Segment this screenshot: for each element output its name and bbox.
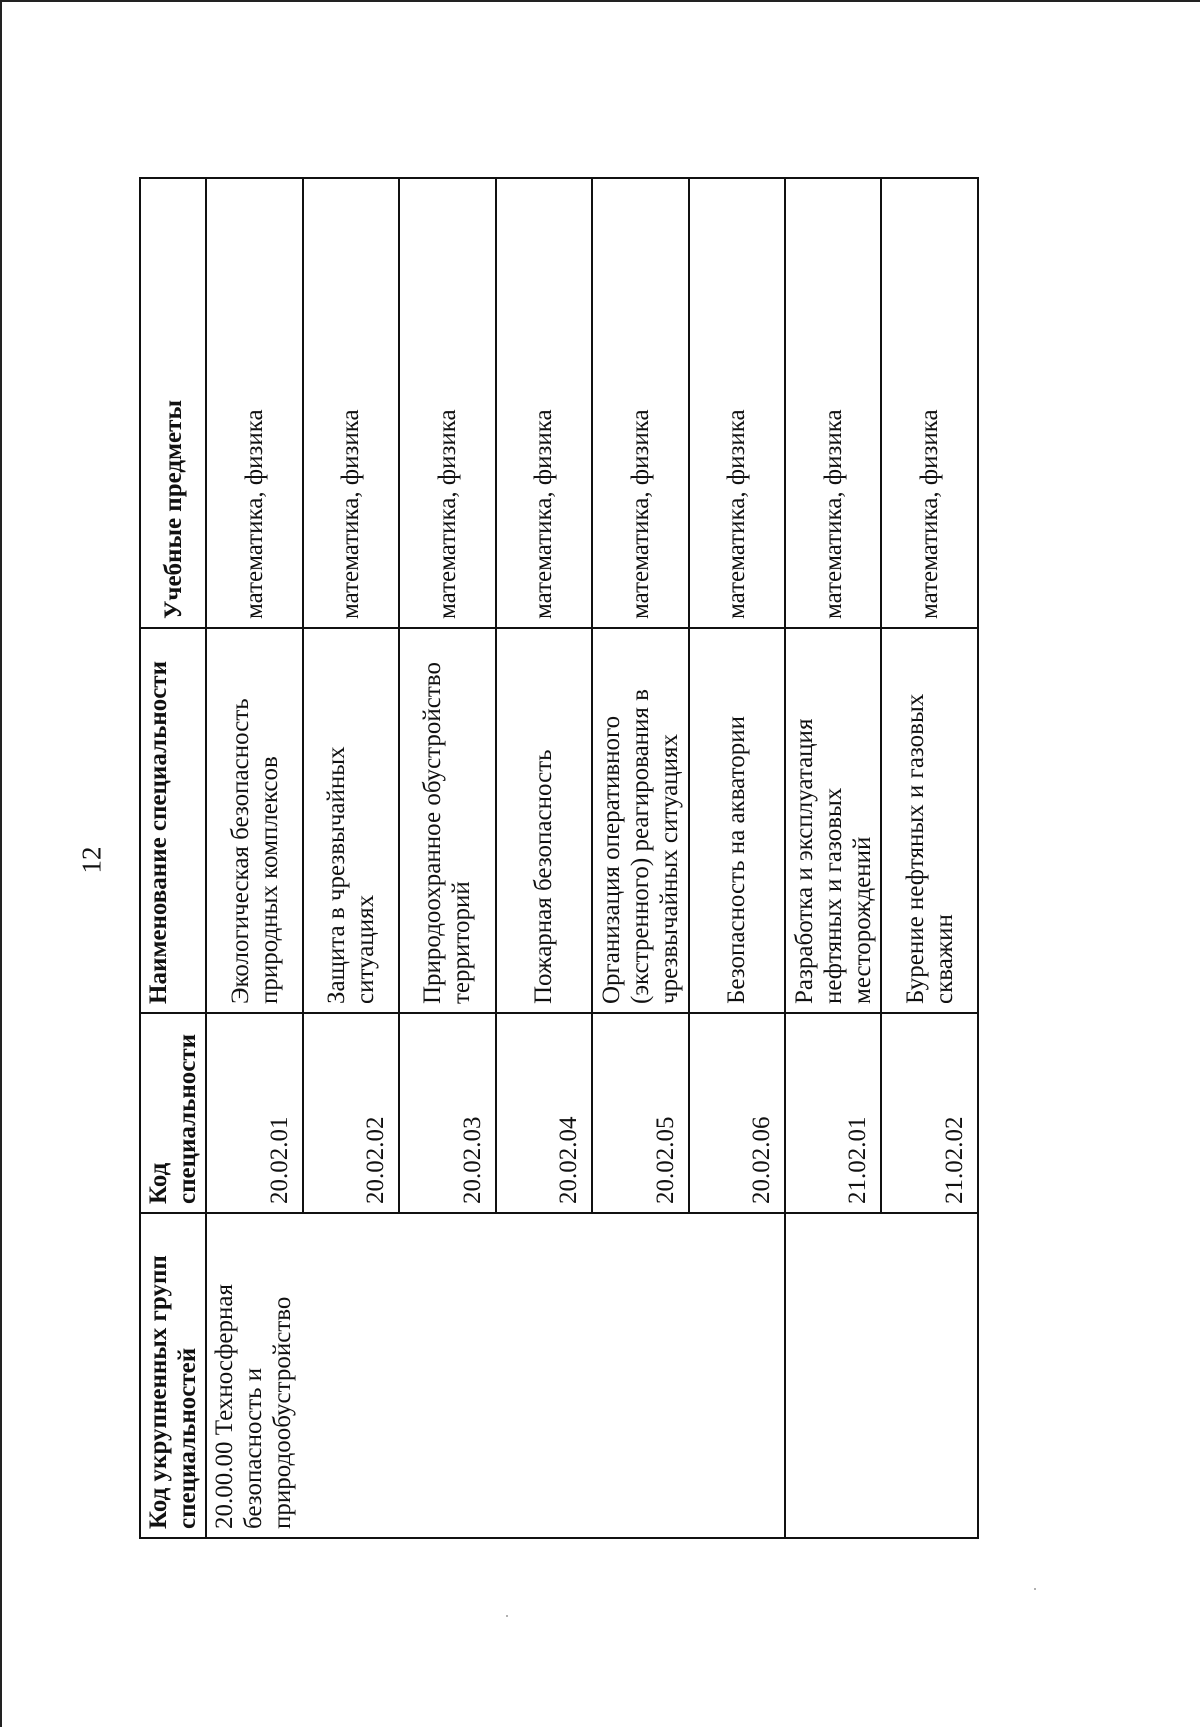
spec-code-cell: 20.02.02 — [303, 1013, 399, 1213]
table-header-row — [140, 178, 206, 1538]
spec-name-cell: Пожарная безопасность — [496, 628, 592, 1013]
spec-code-cell: 20.02.01 — [206, 1013, 302, 1213]
specialties-table — [139, 177, 979, 1539]
spec-name-cell: Организация оперативного (экстренного) реагирования в чрезвычайных ситуациях — [592, 628, 688, 1013]
table-row — [785, 178, 881, 1538]
page-edge-left — [0, 0, 2, 1727]
spec-code-cell: 21.02.02 — [881, 1013, 978, 1213]
group-code-cell: 20.00.00 Техносферная безопасность и природообустройство — [206, 1213, 785, 1538]
header-spec-name: Наименование специальности — [140, 628, 206, 1013]
subjects-cell: математика, физика — [206, 178, 302, 628]
subjects-cell: математика, физика — [303, 178, 399, 628]
spec-code-cell: 21.02.01 — [785, 1013, 881, 1213]
group-code-cell-empty — [785, 1213, 978, 1538]
subjects-cell: математика, физика — [399, 178, 495, 628]
spec-name-cell: Природоохранное обустройство территорий — [399, 628, 495, 1013]
spec-name-cell: Экологическая безопасность природных комплексов — [206, 628, 302, 1013]
header-group-code: Код укрупненных групп специальностей — [140, 1213, 206, 1538]
spec-code-cell: 20.02.05 — [592, 1013, 688, 1213]
spec-name-cell: Защита в чрезвычайных ситуациях — [303, 628, 399, 1013]
scan-speck — [1034, 1588, 1036, 1590]
subjects-cell: математика, физика — [881, 178, 978, 628]
subjects-cell: математика, физика — [592, 178, 688, 628]
table-row — [206, 178, 302, 1538]
page-number: 12 — [76, 846, 107, 874]
spec-code-cell: 20.02.06 — [689, 1013, 785, 1213]
spec-name-cell: Безопасность на акватории — [689, 628, 785, 1013]
page-edge-top — [0, 0, 1200, 2]
rotated-table-container — [139, 179, 979, 1539]
subjects-cell: математика, физика — [689, 178, 785, 628]
spec-code-cell: 20.02.04 — [496, 1013, 592, 1213]
spec-name-cell: Бурение нефтяных и газовых скважин — [881, 628, 978, 1013]
subjects-cell: математика, физика — [785, 178, 881, 628]
header-spec-code: Код специальности — [140, 1013, 206, 1213]
scan-speck — [506, 1615, 508, 1617]
header-subjects: Учебные предметы — [140, 178, 206, 628]
subjects-cell: математика, физика — [496, 178, 592, 628]
spec-name-cell: Разработка и эксплуатация нефтяных и газовых месторождений — [785, 628, 881, 1013]
spec-code-cell: 20.02.03 — [399, 1013, 495, 1213]
